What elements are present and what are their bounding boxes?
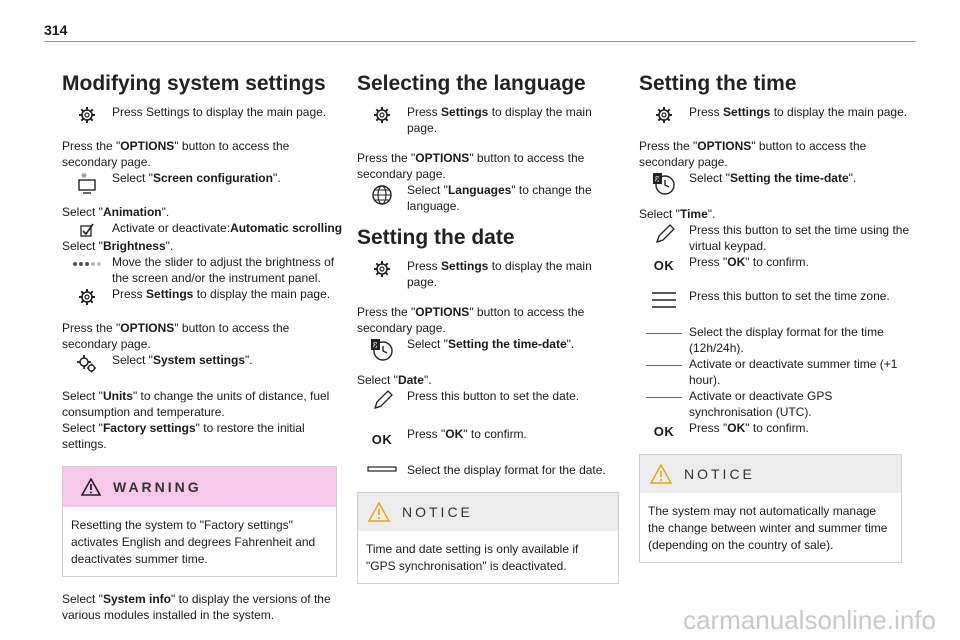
notice-icon (368, 502, 390, 522)
gear-icon (357, 258, 407, 278)
step-ok-2: OK Press "OK" to confirm. (639, 420, 911, 440)
section-title-date: Setting the date (357, 226, 515, 249)
step-set-date (357, 388, 625, 412)
paragraph: Select "Factory settings" to restore the initial settings. (62, 421, 305, 451)
step-date-format (357, 462, 625, 478)
paragraph: Select "Animation". (62, 205, 170, 219)
notice-box (639, 454, 902, 563)
site-watermark: carmanualsonline.info (683, 605, 936, 635)
screen-brightness-icon (62, 170, 112, 194)
step-text-content: Press Settings to display the main page. (112, 105, 327, 119)
step-time-date: 8 Select "Setting the time-date". (357, 336, 625, 362)
page-number: 314 (44, 22, 68, 38)
gear-icon (639, 104, 689, 124)
step-gps-sync (639, 388, 911, 420)
step-text-content: Press this button to set the time using the virtual keypad. (689, 223, 910, 253)
ok-button-icon: OK (371, 432, 393, 447)
toggle-line-icon (639, 388, 689, 398)
ok-button-icon: OK (653, 258, 675, 273)
step-settings (62, 104, 347, 124)
step-settings: Press Settings to display the main page. (357, 104, 625, 136)
step-system-settings: Select "System settings". (62, 352, 347, 374)
slider-icon (62, 254, 112, 266)
gear-icon (62, 104, 112, 124)
step-settings-date: Press Settings to display the main page. (357, 258, 625, 290)
warning-box (62, 466, 337, 577)
notice-text: Time and date setting is only available if "GPS synchronisation" is deactivated. (366, 542, 579, 573)
section-language (357, 72, 625, 584)
step-text-content: Activate or deactivate GPS synchronisation (UTC). (689, 389, 833, 419)
gear-icon (357, 104, 407, 124)
toggle-line-icon (639, 324, 689, 334)
paragraph: Press the "OPTIONS" button to access the secondary page. (357, 305, 585, 335)
step-summer-time (639, 356, 911, 388)
paragraph: Press the "OPTIONS" button to access the secondary page. (62, 321, 290, 351)
step-text-content: Move the slider to adjust the brightness of the screen and/or the instrument panel. (112, 255, 335, 285)
format-bar-icon (357, 462, 407, 474)
step-text-content: Select the display format for the date. (407, 463, 606, 477)
toggle-line-icon (639, 356, 689, 366)
svg-text:8: 8 (655, 175, 660, 184)
clock-calendar-icon (357, 336, 407, 362)
paragraph: Select "Time". (639, 207, 716, 221)
gear-icon (62, 286, 112, 306)
step-text-content: Press this button to set the date. (407, 389, 580, 403)
step-text-content: Activate or deactivate summer time (+1 hour). (689, 357, 898, 387)
notice-title: NOTICE (402, 504, 473, 520)
step-ok: OK Press "OK" to confirm. (357, 426, 625, 448)
section-system-settings (62, 72, 347, 623)
step-slider (62, 254, 347, 286)
notice-box (357, 492, 619, 584)
step-time-date: 8 Select "Setting the time-date". (639, 170, 911, 196)
step-text-content: Select the display format for the time (12h/24h). (689, 325, 884, 355)
paragraph: Select "System info" to display the versions of the various modules installed in the system. (62, 592, 331, 622)
notice-title: NOTICE (684, 466, 755, 482)
clock-calendar-icon (639, 170, 689, 196)
step-text (112, 104, 347, 120)
step-languages: Select "Languages" to change the language. (357, 182, 625, 214)
warning-title: WARNING (113, 479, 202, 495)
warning-text: Resetting the system to "Factory settings" activates English and degrees Fahrenheit and deactivates summer time. (71, 518, 316, 566)
notice-icon (650, 464, 672, 484)
notice-header (358, 493, 618, 531)
section-title: Modifying system settings (62, 72, 326, 95)
ok-button-icon: OK (653, 424, 675, 439)
warning-icon (81, 478, 101, 496)
checkbox-icon (62, 220, 112, 238)
paragraph: Select "Units" to change the units of distance, fuel consumption and temperature. (62, 389, 330, 419)
header-divider (44, 41, 916, 42)
step-screen-config: Select "Screen configuration". (62, 170, 347, 194)
step-time-zone (639, 288, 911, 310)
pencil-icon (357, 388, 407, 412)
step-ok: OK Press "OK" to confirm. (639, 254, 911, 274)
notice-text: The system may not automatically manage the change between winter and summer time (depending on the country of sale). (648, 504, 888, 552)
step-keypad (639, 222, 911, 254)
svg-text:8: 8 (373, 341, 378, 350)
paragraph: Press the "OPTIONS" button to access the secondary page. (62, 139, 290, 169)
step-settings-2: Press Settings to display the main page. (62, 286, 347, 306)
paragraph: Press the "OPTIONS" button to access the secondary page. (639, 139, 867, 169)
notice-header (640, 455, 901, 493)
pencil-icon (639, 222, 689, 246)
language-globe-icon (357, 182, 407, 206)
section-title: Selecting the language (357, 72, 586, 95)
menu-lines-icon (639, 288, 689, 310)
step-auto-scroll: Activate or deactivate:Automatic scrolling (62, 220, 347, 238)
warning-header (63, 467, 336, 507)
step-text-content: Press this button to set the time zone. (689, 289, 890, 303)
paragraph: Select "Date". (357, 373, 432, 387)
section-title: Setting the time (639, 72, 797, 95)
step-time-format (639, 324, 911, 356)
section-time (639, 72, 911, 563)
paragraph: Press the "OPTIONS" button to access the secondary page. (357, 151, 585, 181)
gears-icon (62, 352, 112, 374)
step-settings: Press Settings to display the main page. (639, 104, 911, 124)
paragraph: Select "Brightness". (62, 239, 174, 253)
